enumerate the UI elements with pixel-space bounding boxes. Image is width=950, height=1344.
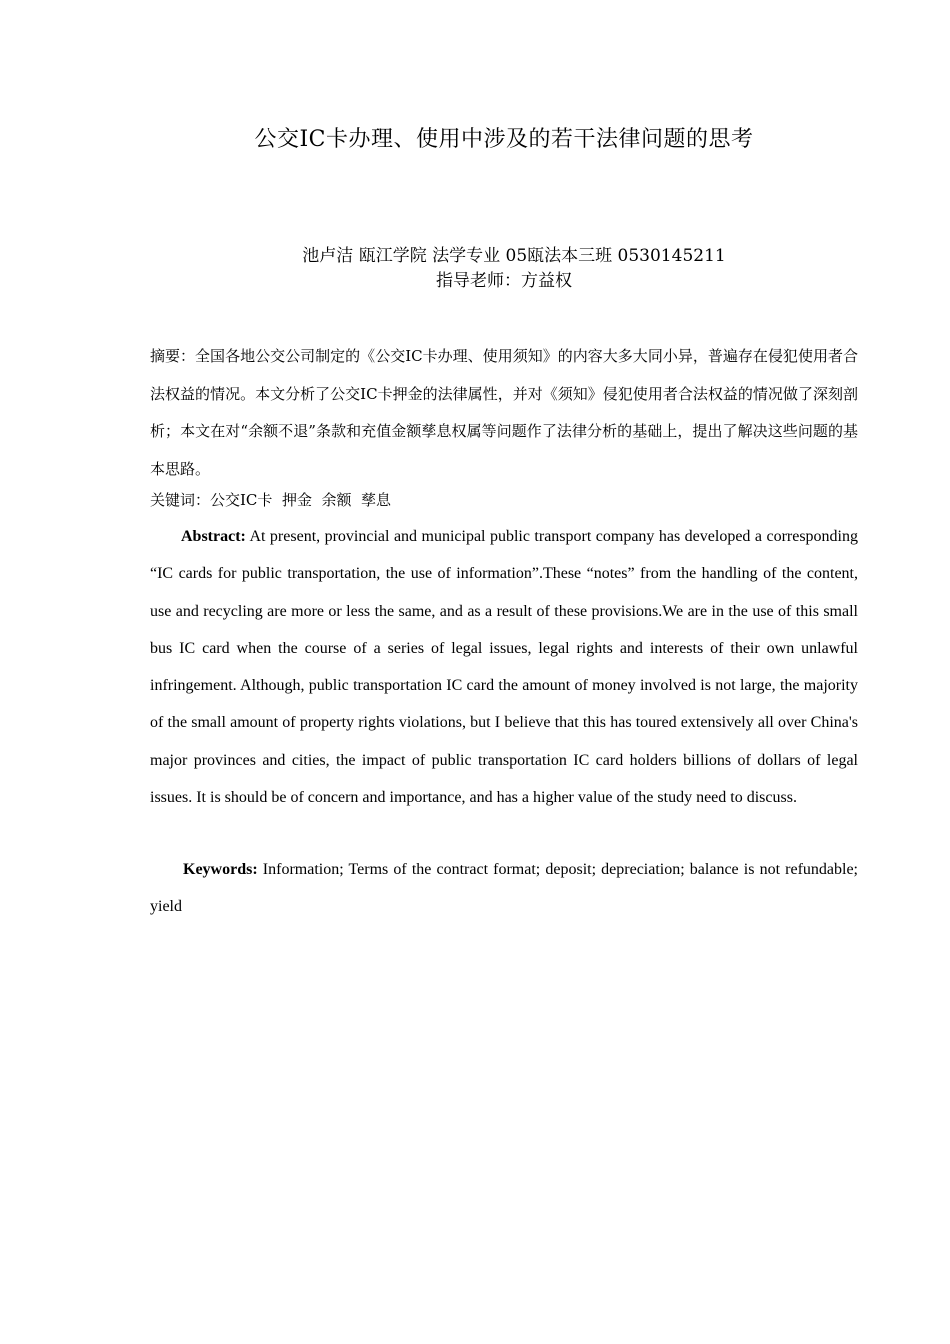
chinese-keywords: 关键词：公交IC卡 押金 余额 孳息 <box>150 491 392 509</box>
english-abstract-label: Abstract: <box>181 528 246 545</box>
author-block <box>150 244 858 294</box>
english-keywords-text: Information; Terms of the contract format; deposit; depreciation; balance is not refundable; yield <box>150 861 858 916</box>
author-line: 池卢洁 瓯江学院 法学专业 05瓯法本三班 0530145211 <box>302 246 726 266</box>
english-keywords-label: Keywords: <box>183 861 258 878</box>
english-abstract-text: At present, provincial and municipal public transport company has developed a corresponding “IC cards for public transportation, the use of information”.These “notes” from the handling of the content, use and recycling are more or less the same, and as a result of these provisions.We are in the use of this small bus IC card when the course of a series of legal issues, legal rights and interests of their own unlawful infringement. Although, public transportation IC card the amount of money involved is not large, the majority of the small amount of property rights violations, but I believe that this has toured extensively all over China's major provinces and cities, the impact of public transportation IC card holders billions of dollars of legal issues. It is should be of concern and importance, and has a higher value of the study need to discuss. <box>150 528 858 807</box>
english-keywords <box>150 851 858 926</box>
paper-title: 公交IC卡办理、使用中涉及的若干法律问题的思考 <box>254 127 754 152</box>
english-abstract <box>150 518 858 816</box>
chinese-abstract: 摘要：全国各地公交公司制定的《公交IC卡办理、使用须知》的内容大多大同小异，普遍存在侵犯使用者合法权益的情况。本文分析了公交IC卡押金的法律属性，并对《须知》侵犯使用者合法权益的情况做了深刻剖析；本文在对“余额不退”条款和充值金额孳息权属等问题作了法律分析的基础上，提出了解决这些问题的基本思路。 <box>150 347 858 478</box>
advisor-line: 指导老师：方益权 <box>436 271 572 291</box>
